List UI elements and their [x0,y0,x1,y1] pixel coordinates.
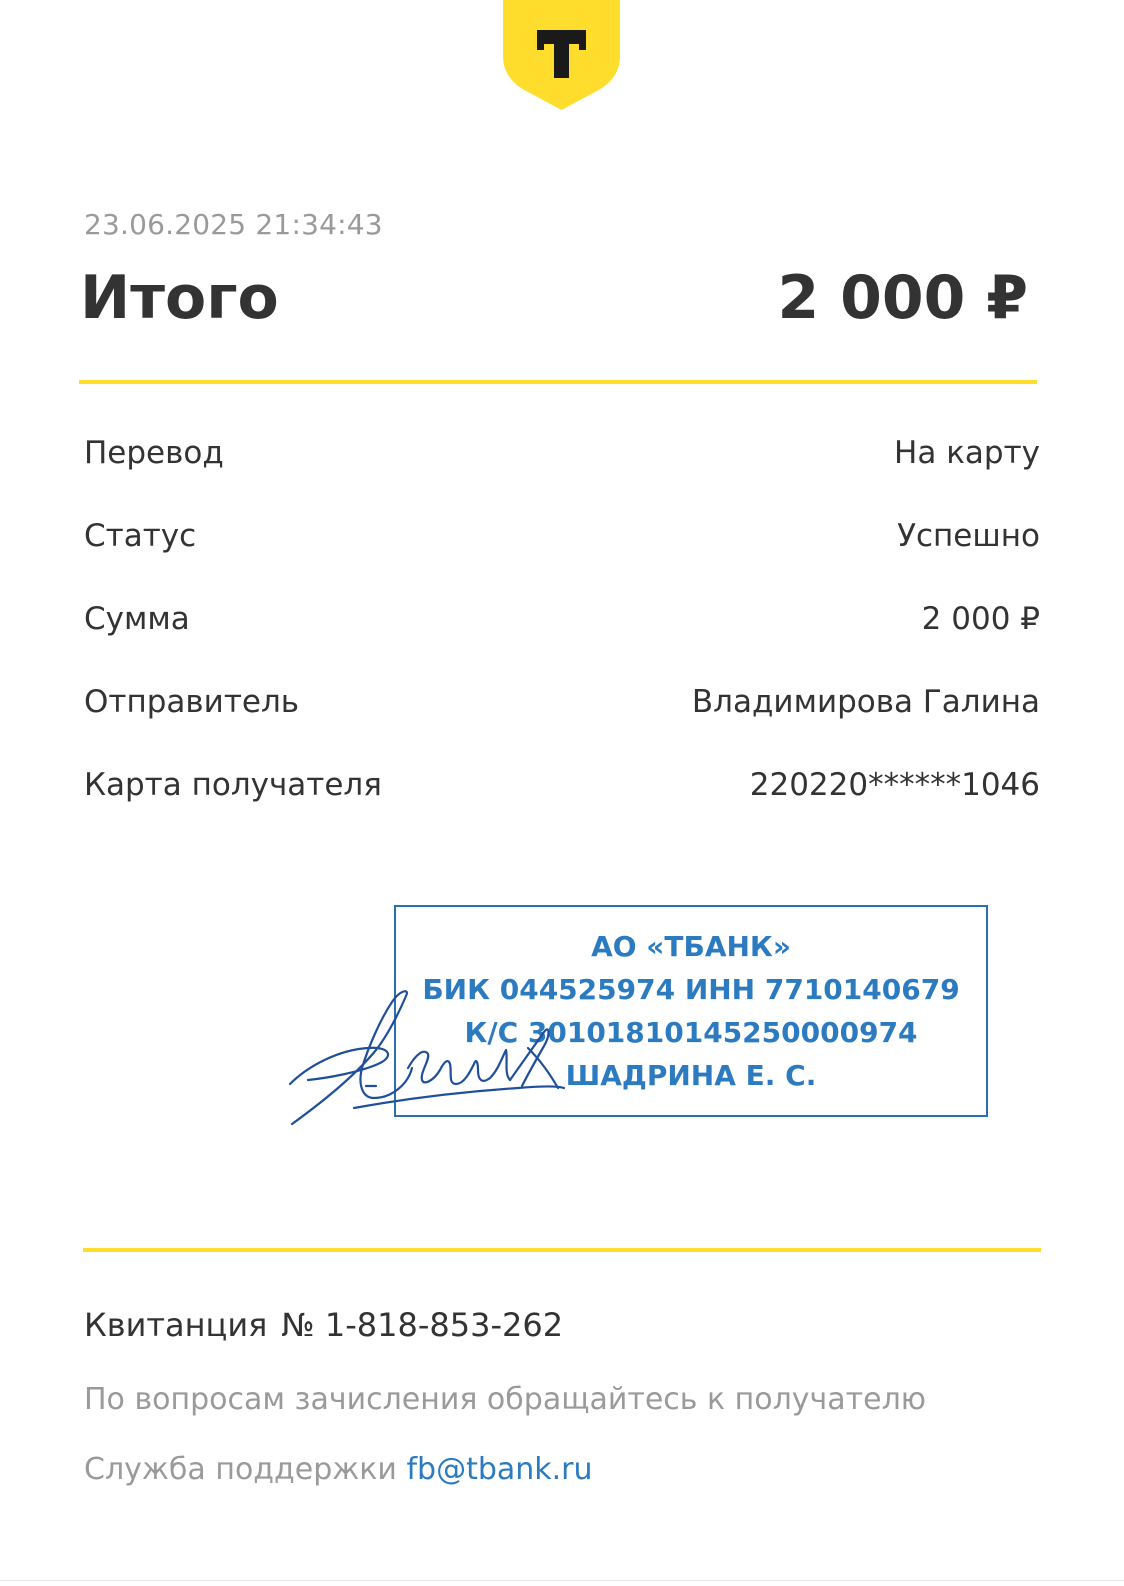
stamp-corr-account: К/С 30101810145250000974 [464,1016,918,1049]
receipt-number [84,1306,563,1344]
bank-stamp [394,905,988,1117]
detail-value: 220220******1046 [749,767,1040,803]
transaction-datetime: 23.06.2025 21:34:43 [84,208,383,241]
detail-value: На карту [894,435,1040,471]
divider-top [79,380,1037,384]
total-label: Итого [80,263,279,333]
detail-value: Владимирова Галина [691,684,1040,720]
detail-row-transfer [84,428,1040,511]
tbank-logo-icon [503,0,620,110]
detail-label: Отправитель [84,684,300,720]
details-list [84,428,1040,843]
detail-value: Успешно [897,518,1040,554]
detail-row-amount [84,594,1040,677]
bottom-edge-divider [0,1580,1124,1581]
detail-label: Сумма [84,601,190,637]
stamp-signatory: ШАДРИНА Е. С. [565,1059,817,1092]
detail-value: 2 000 ₽ [921,601,1040,637]
receipt-label: Квитанция [84,1306,268,1344]
detail-label: Статус [84,518,197,554]
total-amount: 2 000 ₽ [777,263,1028,333]
detail-label: Перевод [84,435,224,471]
support-line [84,1452,593,1487]
support-label: Служба поддержки [84,1452,397,1487]
receipt-number-value: № 1-818-853-262 [281,1306,564,1344]
support-email-link[interactable]: fb@tbank.ru [406,1452,593,1487]
detail-row-status [84,511,1040,594]
detail-label: Карта получателя [84,767,382,803]
divider-bottom [83,1248,1041,1252]
stamp-bik-inn: БИК 044525974 ИНН 7710140679 [422,973,960,1006]
recipient-note: По вопросам зачисления обращайтесь к получателю [84,1382,927,1417]
stamp-bank-name: АО «ТБАНК» [591,930,791,963]
detail-row-sender [84,677,1040,760]
detail-row-recipient-card [84,760,1040,843]
